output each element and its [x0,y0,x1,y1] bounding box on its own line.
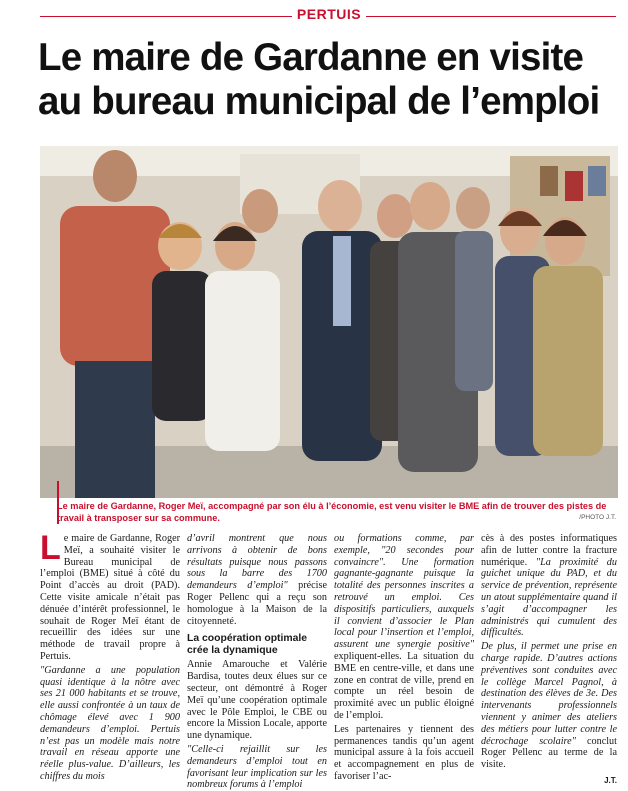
headline-line-1: Le maire de Gardanne en visite [38,36,584,79]
quote-paragraph: "Celle-ci rejaillit sur les demandeurs d’emploi tout en favorisant leur implication sur les nombreux forums à l’emploi [187,743,327,791]
article-column-1 [40,529,180,783]
paragraph [481,641,617,771]
subheading: La coopération optimale crée la dynamique [187,633,308,656]
paragraph-text: conclut Roger Pellenc au terme de la visite. [481,735,617,771]
article-column-2 [187,533,327,791]
photo-credit: /PHOTO J.T. [579,514,616,521]
paragraph-text: expliquent-elles. La situation du BME en centre-ville, et dans une zone en contrat de ville, prend en compte un réel besoin de proximité avec un public éloigné de l’emploi. [334,650,474,721]
group-photo [40,146,618,498]
section-rubric: PERTUIS [296,6,362,22]
paragraph [40,529,180,663]
quote-text: ou formations comme, par exemple, "20 secondes pour convaincre". Une formation gagnante-gagnante puisque la totalité des personnes inscrites a retrouvé un emploi. Ces dispositifs particuliers, auxquels il convient d’associer le Plan local pour l’insertion et l’emploi, assurent une synergie positive" [334,533,474,651]
paragraph: Annie Amarouche et Valérie Bardisa, toutes deux élues sur ce secteur, ont démontré à Roger Meï qu’une coopération optimale avec le Pôle Emploi, le CBE ou encore la Mission Locale, apporte une dynamique. [187,659,327,742]
paragraph [481,533,617,639]
paragraph [334,533,474,722]
quote-text: "La proximité du guichet unique du PAD, et du service de prévention, représente un atout supplémentaire quand il s’agit d’accompagner les administrés qui cumulent des difficultés. [481,556,617,639]
article-column-4 [481,533,617,787]
drop-cap: L [40,529,61,567]
rubric-rule-left [40,16,292,17]
headline-line-2: au bureau municipal de l’emploi [38,80,600,123]
headline [38,36,618,124]
paragraph [187,533,327,627]
paragraph-text: cès à des postes informatiques afin de lutter contre la fracture numérique. [481,533,617,568]
author-signature: J.T. [604,775,617,785]
quote-text: d’avril montrent que nous arrivons à obtenir de bons résultats puisque nous passons sous la barre des 1700 demandeurs d’emploi" [187,533,327,592]
group-photo-illustration [40,146,618,498]
paragraph: Les partenaires y tiennent des permanences tandis qu’un agent municipal assure à la fois accueil et accompagnement en plus de favoriser l’ac- [334,723,474,782]
paragraph-text: précise Roger Pellenc qui a reçu son homologue à la Maison de la citoyenneté. [187,580,327,627]
photo-caption: Le maire de Gardanne, Roger Meï, accompagné par son élu à l’économie, est venu visiter le BME afin de trouver des pistes de travail à transposer sur sa commune. [57,501,607,523]
quote-text: De plus, il permet une prise en charge rapide. D’autres actions préventives sont conduites avec le collège Marcel Pagnol, à destination des élèves de 3e. Des intervenants professionnels viennent y animer des ateliers des métiers pour lutter contre le décrochage scolaire" [481,641,617,747]
article-column-3 [334,533,474,783]
quote-paragraph: "Gardanne a une population quasi identique à la nôtre avec ses 21 000 habitants et se trouve, elle aussi confrontée à un taux de chômage élevé avec 1 900 demandeurs d’emploi. Pertuis n’est pas un modèle mais notre travail en réseau apporte une réelle plus-value. D’ailleurs, les chiffres du mois [40,664,180,782]
rubric-rule-right [366,16,616,17]
paragraph-text: e maire de Gardanne, Roger Meï, a souhaité visiter le Bureau municipal de l’emploi (BME) situé à côté du Point d’accès au droit (PAD). Cette visite amicale n’était pas dénuée d’intérêt professionnel, le souhait de Roger Meï étant de recueillir des idées sur une méthode de travail propre à Pertuis. [40,533,180,662]
